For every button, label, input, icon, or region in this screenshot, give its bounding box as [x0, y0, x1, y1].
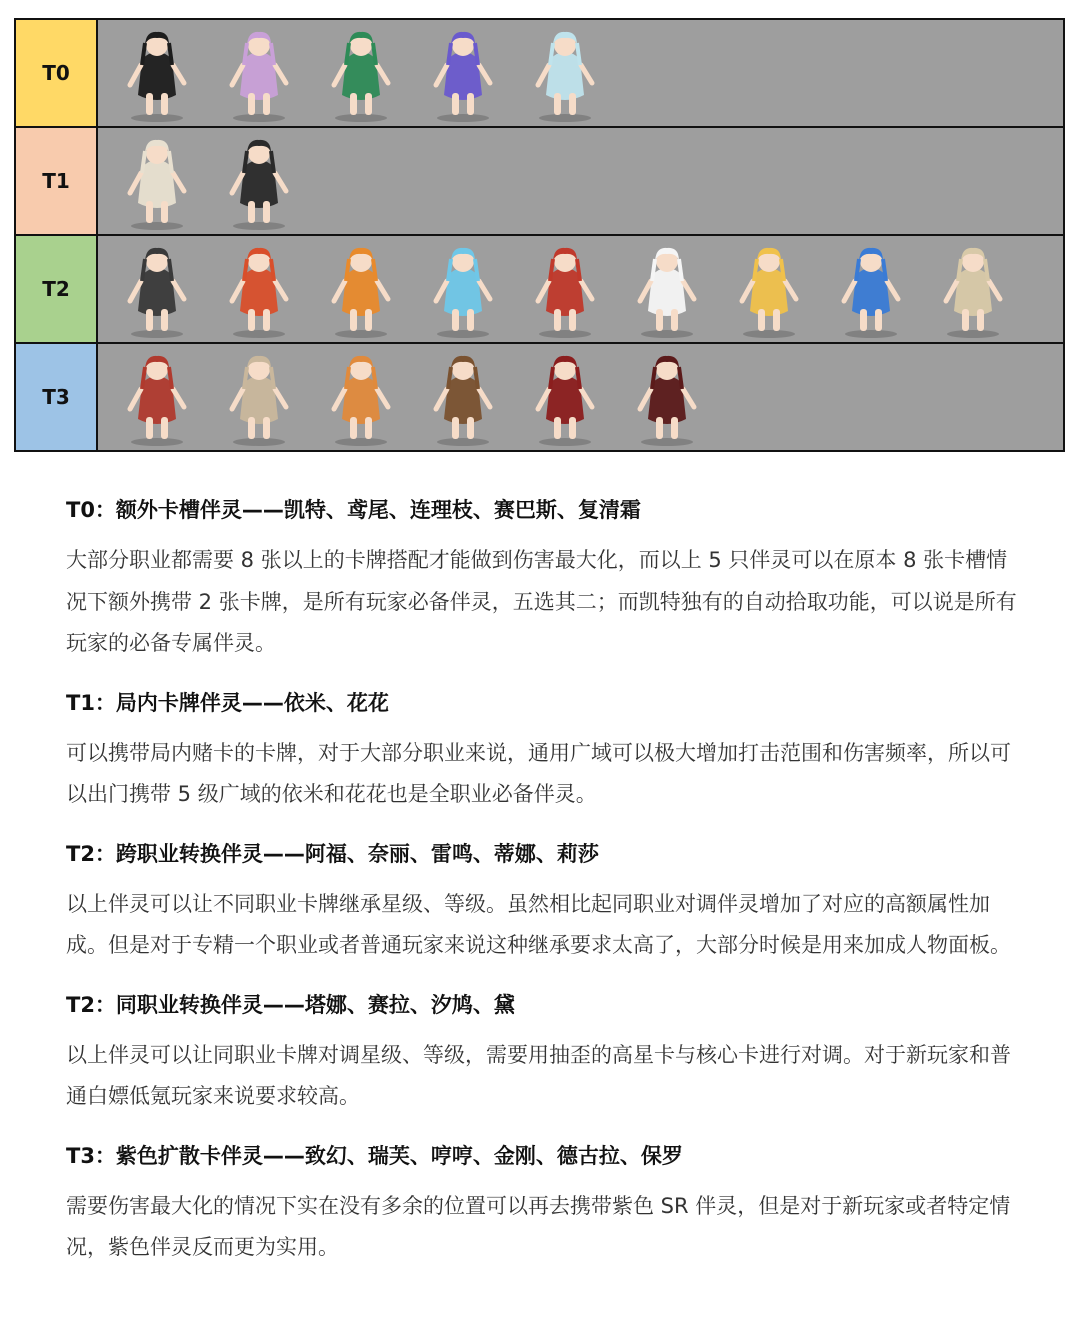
character-figure [214, 133, 304, 231]
tier-label: T3 [16, 344, 98, 450]
section-heading-t2-cross: T2：跨职业转换伴灵——阿福、奈丽、雷鸣、蒂娜、莉莎 [66, 841, 599, 866]
tier-items [98, 344, 1063, 450]
character-portrait [108, 23, 206, 123]
section-body-t2-cross: 以上伴灵可以让不同职业卡牌继承星级、等级。虽然相比起同职业对调伴灵增加了对应的高额属性加成。但是对于专精一个职业或者普通玩家来说这种继承要求太高了，大部分时候是用来加成人物面板。 [66, 891, 1011, 957]
character-figure [316, 241, 406, 339]
section-heading-t0: T0：额外卡槽伴灵——凯特、鸢尾、连理枝、赛巴斯、复清霜 [66, 498, 641, 522]
character-figure [316, 349, 406, 447]
character-figure [214, 25, 304, 123]
description-text [66, 480, 1026, 1277]
tier-items [98, 128, 1063, 234]
character-portrait [618, 239, 716, 339]
tier-label: T0 [16, 20, 98, 126]
character-portrait [924, 239, 1022, 339]
character-figure [316, 25, 406, 123]
character-portrait [210, 239, 308, 339]
tier-row-t0 [16, 20, 1063, 128]
character-portrait [108, 347, 206, 447]
character-figure [112, 25, 202, 123]
character-figure [826, 241, 916, 339]
character-portrait [108, 131, 206, 231]
section-body-t0: 大部分职业都需要 8 张以上的卡牌搭配才能做到伤害最大化，而以上 5 只伴灵可以在原本 8 张卡槽情况下额外携带 2 张卡牌，是所有玩家必备伴灵，五选其二；而凯特独有的自动拾取功能，可以说是所有玩家的必备专属伴灵。 [66, 548, 1017, 655]
character-portrait [312, 23, 410, 123]
tier-list [14, 18, 1065, 452]
character-figure [520, 241, 610, 339]
character-figure [112, 349, 202, 447]
tier-label: T2 [16, 236, 98, 342]
character-portrait [210, 23, 308, 123]
character-portrait [210, 131, 308, 231]
section-body-t3: 需要伤害最大化的情况下实在没有多余的位置可以再去携带紫色 SR 伴灵，但是对于新玩家或者特定情况，紫色伴灵反而更为实用。 [66, 1193, 1011, 1259]
character-figure [520, 349, 610, 447]
character-figure [112, 133, 202, 231]
character-portrait [516, 347, 614, 447]
section-heading-t1: T1：局内卡牌伴灵——依米、花花 [66, 690, 389, 715]
character-figure [622, 241, 712, 339]
character-figure [520, 25, 610, 123]
tier-items [98, 20, 1063, 126]
tier-row-t1 [16, 128, 1063, 236]
character-portrait [108, 239, 206, 339]
character-portrait [720, 239, 818, 339]
character-portrait [822, 239, 920, 339]
character-portrait [414, 23, 512, 123]
tier-label: T1 [16, 128, 98, 234]
character-portrait [516, 23, 614, 123]
character-figure [418, 349, 508, 447]
section-heading-t2-same: T2：同职业转换伴灵——塔娜、赛拉、汐鸠、黛 [66, 992, 515, 1017]
character-portrait [312, 239, 410, 339]
character-portrait [414, 347, 512, 447]
section-body-t2-same: 以上伴灵可以让同职业卡牌对调星级、等级，需要用抽歪的高星卡与核心卡进行对调。对于新玩家和普通白嫖低氪玩家来说要求较高。 [66, 1042, 1011, 1108]
tier-items [98, 236, 1063, 342]
character-portrait [312, 347, 410, 447]
character-portrait [210, 347, 308, 447]
character-figure [214, 349, 304, 447]
character-figure [724, 241, 814, 339]
tier-row-t3 [16, 344, 1063, 450]
character-figure [622, 349, 712, 447]
character-portrait [618, 347, 716, 447]
section-body-t1: 可以携带局内赌卡的卡牌，对于大部分职业来说，通用广域可以极大增加打击范围和伤害频率，所以可以出门携带 5 级广域的依米和花花也是全职业必备伴灵。 [66, 740, 1011, 806]
tier-row-t2 [16, 236, 1063, 344]
character-figure [928, 241, 1018, 339]
character-portrait [516, 239, 614, 339]
character-figure [112, 241, 202, 339]
character-figure [214, 241, 304, 339]
character-portrait [414, 239, 512, 339]
character-figure [418, 241, 508, 339]
character-figure [418, 25, 508, 123]
section-heading-t3: T3：紫色扩散卡伴灵——致幻、瑞芙、哼哼、金刚、德古拉、保罗 [66, 1143, 683, 1168]
